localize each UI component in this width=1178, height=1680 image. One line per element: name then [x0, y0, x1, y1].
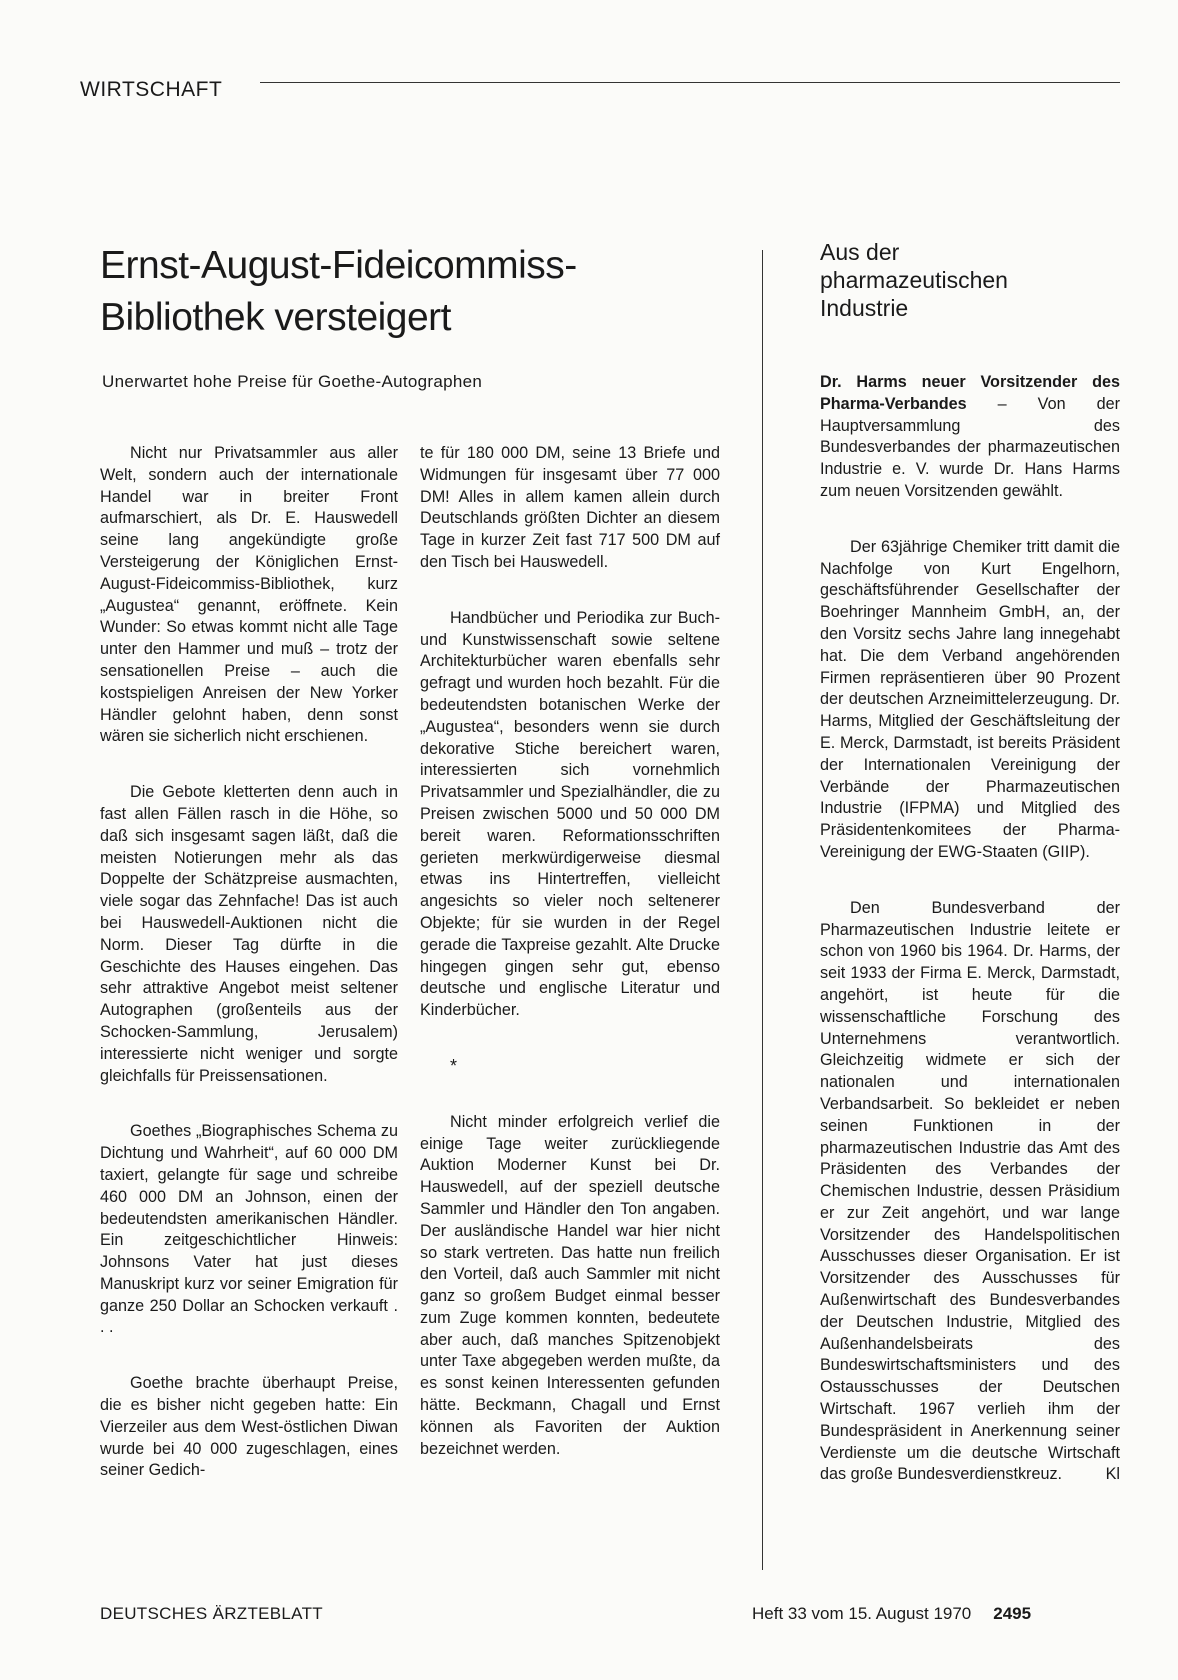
- sidebar-paragraph: Der 63jährige Chemiker tritt damit die Nachfolge von Kurt Engelhorn, geschäftsführender Gesellschafter der Boehringer Mannheim GmbH, an, der den Vorsitz sechs Jahre lang innegehabt hat. Die dem Verband angehörenden Firmen repräsentieren über 90 Prozent der deutschen Arzneimittelerzeugung. Dr. Harms, Mitglied der Geschäftsleitung der E. Merck, Darmstadt, ist bereits Präsident der Internationalen Vereinigung der Verbände der Pharmazeutischen Industrie (IFPMA) und Mitglied des Präsidentenkomitees der Pharma-Vereinigung der EWG-Staaten (GIIP).: [820, 537, 1120, 861]
- section-rule: [260, 82, 1120, 83]
- sidebar-paragraph-text: Den Bundesverband der Pharmazeutischen Industrie leitete er schon von 1960 bis 1964. Dr. Harms, der seit 1933 der Firma E. Merck, Darmstadt, angehört, ist heute für die wissenschaftliche Forschung des Unternehmens verantwortlich. Gleichzeitig widmete er sich der nationalen und internationalen Verbandsarbeit. So bekleidet er neben seinen Funktionen in der pharmazeutischen Industrie das Amt des Präsidenten des Verbandes der Chemischen Industrie, dessen Präsidium er zur Zeit angehört, und war lange Vorsitzender des Handelspolitischen Ausschusses dieser Organisation. Er ist Vorsitzender des Ausschusses für Außenwirtschaft des Bundesverbandes der Deutschen Industrie, Mitglied des Außenhandelsbeirats des Bundeswirtschaftsministers und des Ostausschusses der Deutschen Wirtschaft. 1967 verlieh ihm der Bundespräsident in Anerkennung seiner Verdienste um die deutsche Wirtschaft das große Bundesverdienstkreuz.: [820, 898, 1120, 1484]
- article-paragraph: Nicht nur Privatsammler aus aller Welt, sondern auch der internationale Handel war in breiter Front aufmarschiert, als Dr. E. Hauswedell seine lang angekündigte große Versteigerung der Königlichen Ernst-August-Fideicommiss-Bibliothek, kurz „Augustea“ genannt, eröffnete. Kein Wunder: So etwas kommt nicht alle Tage unter den Hammer und muß – trotz der sensationellen Preise – auch die kostspieligen Anreisen der New Yorker Händler gelohnt haben, denn sonst wären sie sicherlich nicht erschienen.: [100, 444, 398, 746]
- article-title: [100, 240, 700, 344]
- article-title-line-1: Ernst-August-Fideicommiss-: [100, 244, 577, 287]
- article-paragraph: Handbücher und Periodika zur Buch- und Kunstwissenschaft sowie seltene Architekturbücher waren ebenfalls sehr gefragt und wurden hoch bezahlt. Für die bedeutendsten botanischen Werke der „Augustea“, besonders wenn sie durch dekorative Stiche bereichert waren, interessierten sich vornehmlich Privatsammler und Spezialhändler, die zu Preisen zwischen 5000 und 50 000 DM bereit waren. Reformationsschriften gerieten merkwürdigerweise diesmal etwas ins Hintertreffen, vielleicht angesichts so vieler noch seltenerer Objekte; für sie wurden in der Regel gerade die Taxpreise gezahlt. Alte Drucke hingegen gingen sehr gut, ebenso deutsche und englische Literatur und Kinderbücher.: [420, 608, 720, 1020]
- sidebar-title-line-2: pharmazeutischen: [820, 267, 1008, 293]
- publication-name: DEUTSCHES ÄRZTEBLATT: [100, 1604, 323, 1623]
- page-number: 2495: [993, 1604, 1032, 1623]
- issue-info: [752, 1604, 1031, 1624]
- article-subtitle: Unerwartet hohe Preise für Goethe-Autographen: [102, 372, 483, 391]
- sidebar-lead-text: – Von der Hauptversammlung des Bundesverbandes der pharmazeutischen Industrie e. V. wurde Dr. Hans Harms zum neuen Vorsitzenden gewählt.: [820, 394, 1120, 500]
- sidebar-lead-heading: Dr. Harms neuer Vorsitzender des Pharma-Verbandes: [820, 373, 1120, 413]
- article-paragraph: Goethe brachte überhaupt Preise, die es bisher nicht gegeben hatte: Ein Vierzeiler aus dem West-östlichen Diwan wurde bei 40 000 zugeschlagen, eines seiner Gedich-: [100, 1374, 398, 1480]
- author-signature: Kl: [1105, 1465, 1120, 1484]
- issue-date: Heft 33 vom 15. August 1970: [752, 1604, 972, 1623]
- sidebar-title: [820, 238, 1120, 322]
- sidebar-last-paragraph: [820, 898, 1120, 1487]
- article-paragraph: Nicht minder erfolgreich verlief die einige Tage weiter zurückliegende Auktion Moderner Kunst bei Dr. Hauswedell, auf der speziell deutsche Sammler und Händler den Ton angaben. Der ausländische Handel war hier nicht so stark vertreten. Das hatte nun freilich den Vorteil, daß auch Sammler mit nicht ganz so großem Budget einmal besser zum Zuge kommen konnten, bedeutete aber auch, daß manches Spitzenobjekt unter Taxe abgegeben werden mußte, da es sonst keinen Interessenten gefunden hätte. Beckmann, Chagall und Ernst können als Favoriten der Auktion bezeichnet werden.: [420, 1112, 720, 1458]
- article-paragraph: Die Gebote kletterten denn auch in fast allen Fällen rasch in die Höhe, so daß sich insgesamt sagen läßt, daß die meisten Notierungen mehr als das Doppelte der Schätzpreise ausmachten, viele sogar das Zehnfache! Das ist auch bei Hauswedell-Auktionen nicht die Norm. Dieser Tag dürfte in die Geschichte des Hauses eingehen. Das sehr attraktive Angebot meist seltener Autographen (großenteils aus der Schocken-Sammlung, Jerusalem) interessierte nicht weniger und sorgte gleichfalls für Preissensationen.: [100, 783, 398, 1085]
- article-paragraph: te für 180 000 DM, seine 13 Briefe und Widmungen für insgesamt über 77 000 DM! Alles in allem kamen allein durch Deutschlands größten Dichter an diesem Tage in kurzer Zeit fast 717 500 DM auf den Tisch bei Hauswedell.: [420, 444, 720, 571]
- sidebar-title-line-3: Industrie: [820, 295, 909, 321]
- article-column-2: [420, 443, 720, 1494]
- article-column-1: [100, 443, 398, 1516]
- sidebar-lead-paragraph: [820, 372, 1120, 503]
- section-separator: *: [450, 1055, 458, 1076]
- section-label: WIRTSCHAFT: [80, 78, 223, 101]
- sidebar-news: [820, 238, 1120, 1520]
- article-paragraph: Goethes „Biographisches Schema zu Dichtung und Wahrheit“, auf 60 000 DM taxiert, gelangte für sage und schreibe 460 000 DM an Johnson, einen der bedeutendsten amerikanischen Händler. Ein zeitgeschichtlicher Hinweis: Johnsons Vater hat just dieses Manuskript kurz vor seiner Emigration für ganze 250 Dollar an Schocken verkauft . . .: [100, 1122, 398, 1337]
- sidebar-body: [820, 372, 1120, 1486]
- article-title-line-2: Bibliothek versteigert: [100, 296, 452, 339]
- sidebar-title-line-1: Aus der: [820, 239, 900, 265]
- column-divider: [762, 250, 763, 1570]
